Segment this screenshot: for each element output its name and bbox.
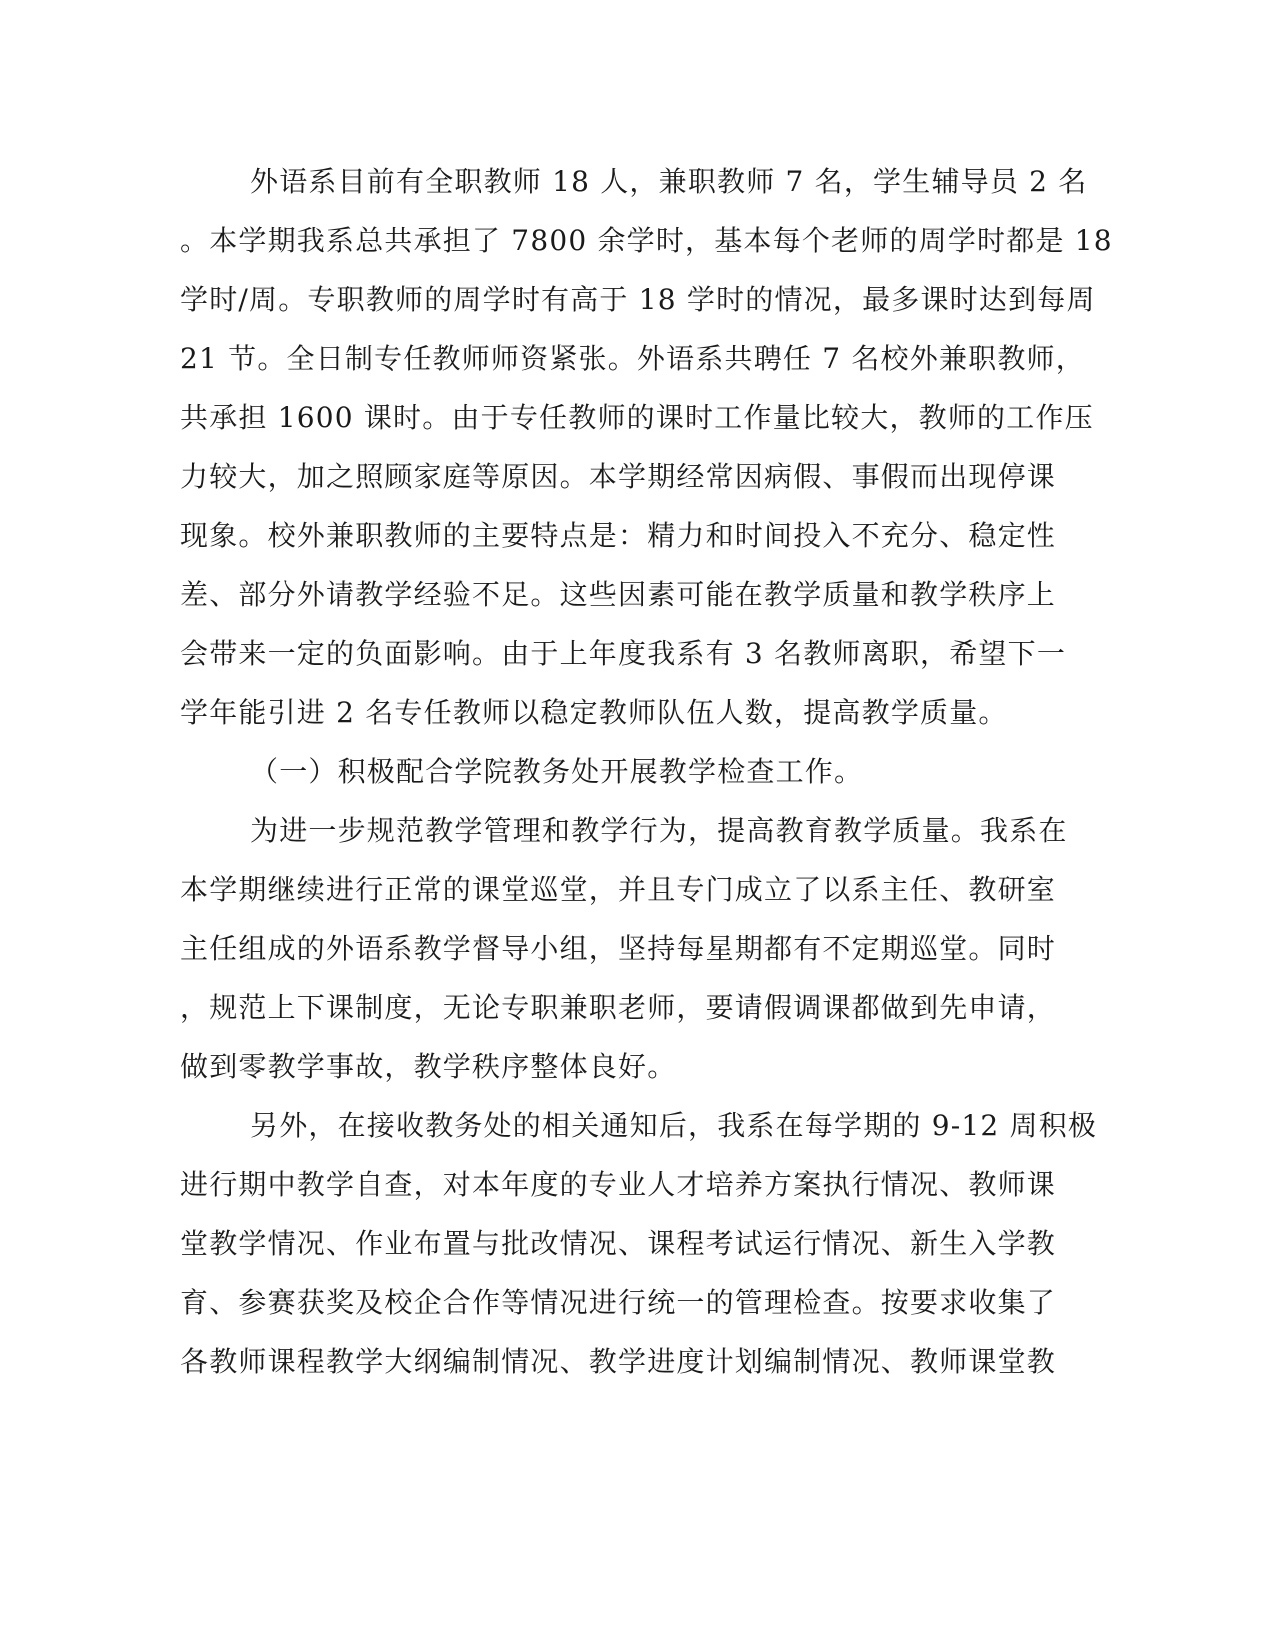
text-line: 差、部分外请教学经验不足。这些因素可能在教学质量和教学秩序上 [180,578,1057,611]
text-line: 。本学期我系总共承担了 7800 余学时，基本每个老师的周学时都是 18 [180,224,1113,257]
text-line: ，规范上下课制度，无论专职兼职老师，要请假调课都做到先申请， [180,991,1057,1024]
text-line: 外语系目前有全职教师 18 人，兼职教师 7 名，学生辅导员 2 名 [250,165,1088,198]
text-line: 现象。校外兼职教师的主要特点是：精力和时间投入不充分、稳定性 [180,519,1057,552]
text-line: 本学期继续进行正常的课堂巡堂，并且专门成立了以系主任、教研室 [180,873,1057,906]
text-line: 21 节。全日制专任教师师资紧张。外语系共聘任 7 名校外兼职教师， [180,342,1085,375]
text-line: 育、参赛获奖及校企合作等情况进行统一的管理检查。按要求收集了 [180,1286,1057,1319]
text-line: 各教师课程教学大纲编制情况、教学进度计划编制情况、教师课堂教 [180,1345,1057,1378]
section-heading: （一）积极配合学院教务处开展教学检查工作。 [250,755,864,788]
text-line: 做到零教学事故，教学秩序整体良好。 [180,1050,677,1083]
text-line: 主任组成的外语系教学督导小组，坚持每星期都有不定期巡堂。同时 [180,932,1057,965]
text-line: 学时/周。专职教师的周学时有高于 18 学时的情况，最多课时达到每周 [180,283,1096,316]
text-line: 力较大，加之照顾家庭等原因。本学期经常因病假、事假而出现停课 [180,460,1057,493]
text-line: 会带来一定的负面影响。由于上年度我系有 3 名教师离职，希望下一 [180,637,1067,670]
text-line: 进行期中教学自查，对本年度的专业人才培养方案执行情况、教师课 [180,1168,1057,1201]
text-line: 共承担 1600 课时。由于专任教师的课时工作量比较大，教师的工作压 [180,401,1094,434]
text-line: 另外，在接收教务处的相关通知后，我系在每学期的 9-12 周积极 [250,1109,1098,1142]
text-line: 学年能引进 2 名专任教师以稳定教师队伍人数，提高教学质量。 [180,696,1008,729]
text-line: 堂教学情况、作业布置与批改情况、课程考试运行情况、新生入学教 [180,1227,1057,1260]
text-line: 为进一步规范教学管理和教学行为，提高教育教学质量。我系在 [250,814,1068,847]
